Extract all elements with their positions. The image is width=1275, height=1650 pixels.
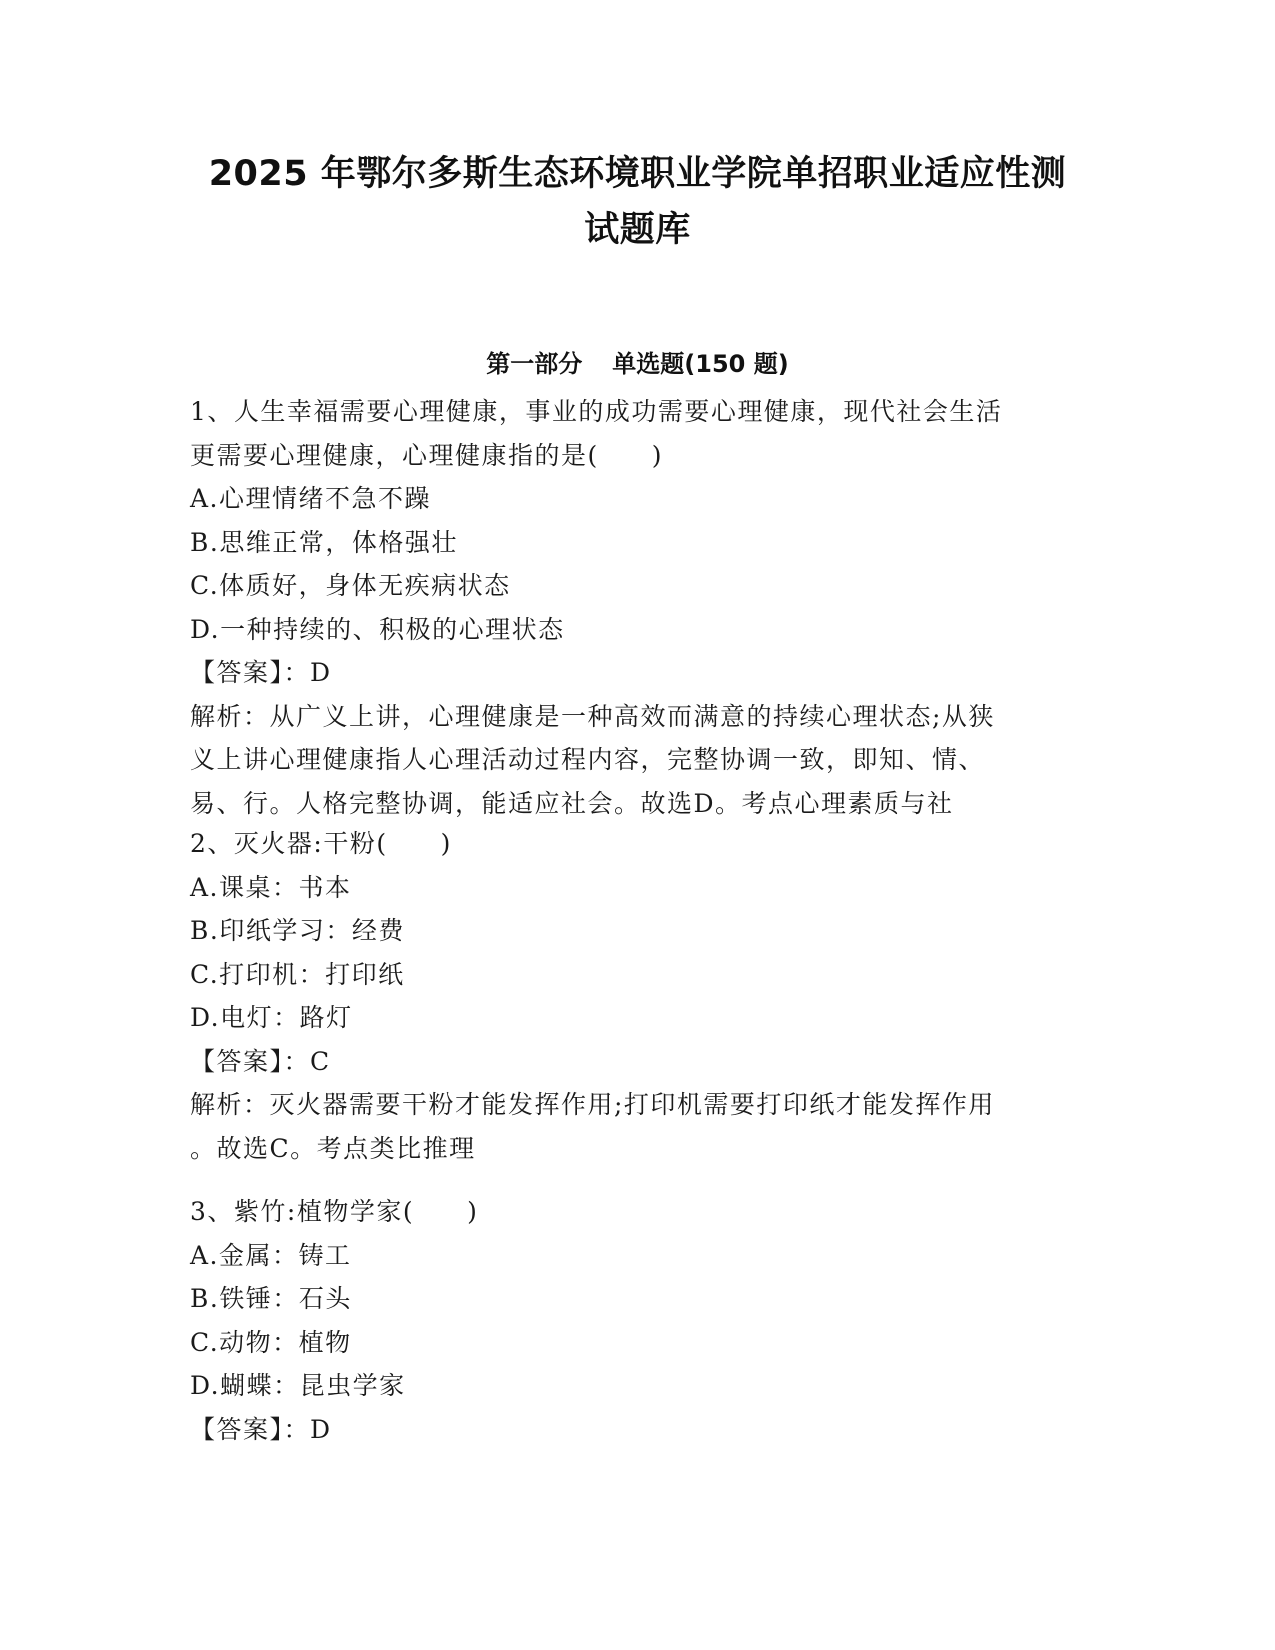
question-3 bbox=[190, 1190, 1090, 1451]
question-2-option-c: C.打印机：打印纸 bbox=[190, 959, 405, 989]
question-1-option-d: D.一种持续的、积极的心理状态 bbox=[190, 614, 565, 644]
question-1-answer-label: 【答案】： bbox=[190, 658, 311, 687]
question-2-option-b: B.印纸学习：经费 bbox=[190, 916, 405, 945]
question-3-option-b: B.铁锤：石头 bbox=[190, 1284, 352, 1313]
question-3-stem-line-1: 3、紫竹:植物学家( ) bbox=[190, 1197, 479, 1226]
question-1-option-b: B.思维正常，体格强壮 bbox=[190, 527, 458, 557]
question-2-option-a: A.课桌：书本 bbox=[190, 872, 352, 902]
question-3-option-d: D.蝴蝶：昆虫学家 bbox=[190, 1371, 406, 1400]
question-1-analysis-line-1: 解析：从广义上讲，心理健康是一种高效而满意的持续心理状态;从狭 bbox=[190, 701, 995, 731]
question-2-answer-value: C bbox=[310, 1046, 331, 1076]
question-3-option-c: C.动物：植物 bbox=[190, 1327, 352, 1357]
question-1-answer bbox=[190, 651, 1090, 695]
question-1-option-c: C.体质好，身体无疾病状态 bbox=[190, 571, 511, 600]
section-part-label: 第一部分 bbox=[486, 350, 583, 378]
question-2-answer bbox=[190, 1040, 1090, 1084]
document-title-line-2: 试题库 bbox=[584, 210, 691, 250]
question-1-analysis-line-2: 义上讲心理健康指人心理活动过程内容，完整协调一致，即知、情、 bbox=[190, 745, 986, 774]
question-2-option-d: D.电灯：路灯 bbox=[190, 1003, 353, 1032]
question-3-option-a: A.金属：铸工 bbox=[190, 1240, 352, 1270]
question-1-answer-value: D bbox=[310, 658, 332, 687]
question-1-stem-line-2: 更需要心理健康，心理健康指的是( ) bbox=[190, 440, 664, 470]
section-heading bbox=[160, 346, 1115, 382]
question-1 bbox=[190, 390, 1090, 825]
question-2-analysis-line-1: 解析：灭火器需要干粉才能发挥作用;打印机需要打印纸才能发挥作用 bbox=[190, 1090, 995, 1119]
question-2 bbox=[190, 822, 1090, 1170]
question-2-analysis-line-2: 。故选C。考点类比推理 bbox=[190, 1133, 476, 1163]
question-1-analysis-line-3: 易、行。人格完整协调，能适应社会。故选D。考点心理素质与社 bbox=[190, 788, 954, 818]
document-title-line-1: 2025 年鄂尔多斯生态环境职业学院单招职业适应性测 bbox=[208, 154, 1067, 194]
question-3-answer-label: 【答案】： bbox=[190, 1414, 311, 1444]
question-1-stem-line-1: 1、人生幸福需要心理健康，事业的成功需要心理健康，现代社会生活 bbox=[190, 397, 1003, 426]
question-2-stem-line-1: 2、灭火器:干粉( ) bbox=[190, 829, 452, 858]
section-name-label: 单选题(150 题) bbox=[612, 350, 789, 378]
question-3-answer-value: D bbox=[310, 1414, 332, 1444]
question-2-answer-label: 【答案】： bbox=[190, 1046, 311, 1076]
question-1-option-a: A.心理情绪不急不躁 bbox=[190, 484, 432, 513]
question-3-answer bbox=[190, 1408, 1090, 1452]
document-title bbox=[160, 146, 1115, 258]
